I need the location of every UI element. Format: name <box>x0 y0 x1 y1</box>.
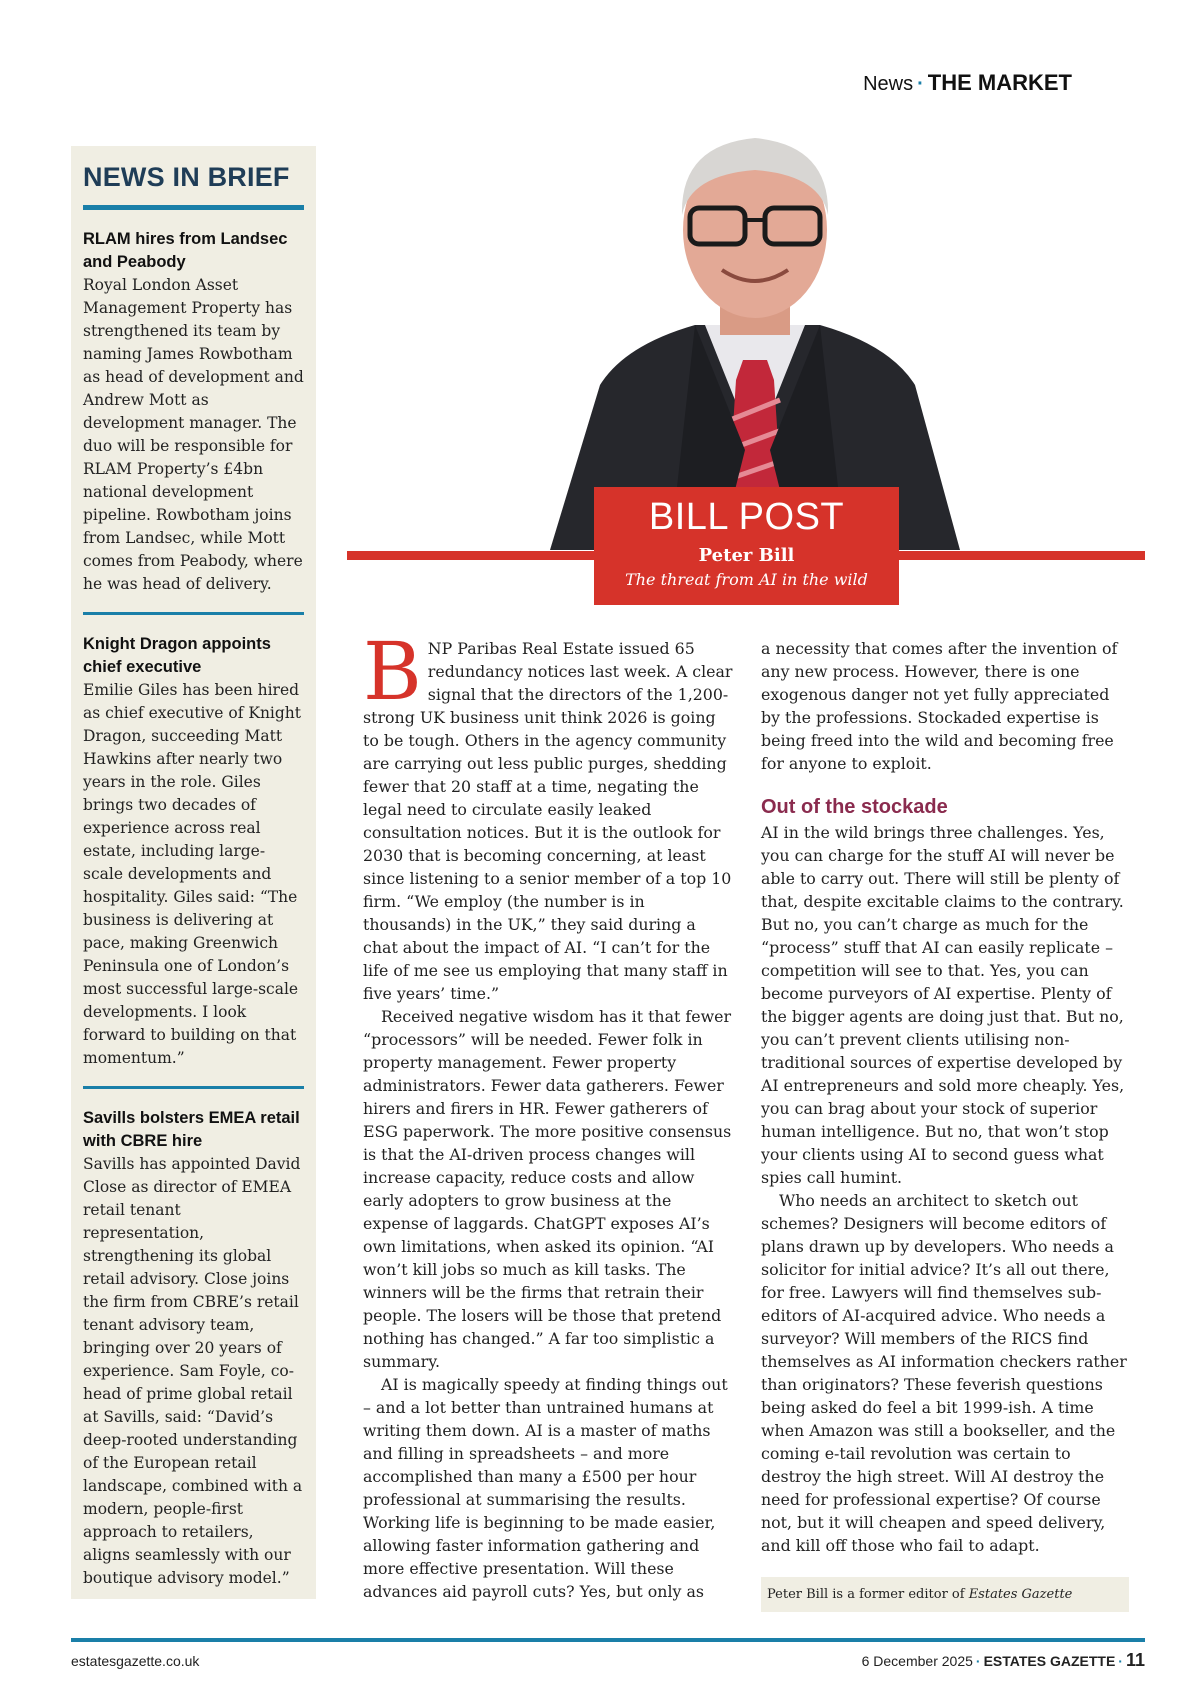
article-column-right <box>761 637 1131 1612</box>
sidebar-title: NEWS IN BRIEF <box>83 162 290 192</box>
news-in-brief-sidebar <box>71 146 316 1599</box>
sidebar-title-rule <box>83 205 304 210</box>
separator-dot: · <box>917 73 924 95</box>
brief-body: Emilie Giles has been hired as chief executive of Knight Dragon, succeeding Matt Hawkins after nearly two years in the role. Giles brings two decades of experience across real estate, including large-scale developments and hospitality. Giles said: “The business is delivering at pace, making Greenwich Peninsula one of London’s most successful large-scale developments. I look forward to building on that momentum.” <box>83 681 302 1067</box>
separator-dot: · <box>1118 1653 1123 1669</box>
brief-headline: Savills bolsters EMEA retail with CBRE hire <box>83 1109 300 1150</box>
author-bio <box>761 1577 1129 1612</box>
column-subtitle: The threat from AI in the wild <box>625 570 868 589</box>
article-paragraph: AI in the wild brings three challenges. Yes, you can charge for the stuff AI will never be able to carry out. There will still be plenty of that, despite excitable claims to the contrary. But no, you can’t charge as much for the “process” stuff that AI can easily replicate – competition will see to that. Yes, you can become purveyors of AI expertise. Plenty of the bigger agents are doing just that. But no, you can’t prevent clients utilising non-traditional sources of expertise developed by AI entrepreneurs and sold more cheaply. Yes, you can brag about your stock of superior human intelligence. But no, that won’t stop your clients using AI to second guess what spies call humint. <box>761 823 1125 1187</box>
article-paragraph-text: NP Paribas Real Estate issued 65 redundancy notices last week. A clear signal that the directors of the 1,200-strong UK business unit think 2026 is going to be tough. Others in the agency community are carrying out less public purges, shedding fewer that 20 staff at a time, negating the legal need to circulate easily leaked consultation notices. But it is the outlook for 2030 that is becoming concerning, at least since listening to a senior member of a top 10 firm. “We employ (the number is in thousands) in the UK,” they said during a chat about the impact of AI. “I can’t for the life of me see us employing that many staff in five years’ time.” <box>363 639 733 1003</box>
author-bio-text: Peter Bill is a former editor of <box>767 1587 969 1602</box>
footer-date: 6 December 2025 <box>861 1653 973 1669</box>
footer-folio <box>862 1650 1145 1671</box>
article-paragraph: AI is magically speedy at finding things out – and a lot better than untrained humans at writing them down. AI is a master of maths and filling in spreadsheets – and more accomplished than many a £500 per hour professional at summarising the results. Working life is beginning to be made easier, allowing faster information gathering and more effective presentation. Will these advances aid payroll cuts? Yes, but only as <box>363 1375 728 1601</box>
brief-item <box>83 633 304 1070</box>
column-author: Peter Bill <box>698 545 795 566</box>
article-paragraph: a necessity that comes after the invention of any new process. However, there is one exogenous danger not yet fully appreciated by the professions. Stockaded expertise is being freed into the wild and becoming free for anyone to exploit. <box>761 639 1118 773</box>
brief-item <box>83 1107 304 1590</box>
article-paragraph: Received negative wisdom has it that fewer “processors” will be needed. Fewer folk in property management. Fewer property administrators. Fewer data gatherers. Fewer hirers and firers in HR. Fewer gatherers of ESG paperwork. The more positive consensus is that the AI-driven process changes will increase capacity, reduce costs and allow early adopters to grow business at the expense of laggards. ChatGPT exposes AI’s own limitations, when asked its opinion. “AI won’t kill jobs so much as kill tasks. The winners will be the firms that retrain their people. The losers will be those that pretend nothing has changed.” A far too simplistic a summary. <box>363 1007 732 1371</box>
separator-dot: · <box>975 1653 981 1669</box>
column-name: BILL POST <box>648 496 845 538</box>
footer-website: estatesgazette.co.uk <box>71 1653 200 1669</box>
footer-publication: ESTATES GAZETTE <box>983 1653 1116 1669</box>
subsection-label: THE MARKET <box>927 70 1072 95</box>
footer-rule <box>71 1638 1145 1642</box>
brief-item <box>83 228 304 596</box>
page-number: 11 <box>1125 1650 1145 1670</box>
author-portrait <box>530 120 980 550</box>
brief-body: Savills has appointed David Close as director of EMEA retail tenant representation, strengthening its global retail advisory. Close joins the firm from CBRE’s retail tenant advisory team, bringing over 20 years of experience. Sam Foyle, co-head of prime global retail at Savills, said: “David’s deep-rooted understanding of the European retail landscape, combined with a modern, people-first approach to retailers, aligns seamlessly with our boutique advisory model.” <box>83 1155 303 1587</box>
brief-headline: Knight Dragon appoints chief executive <box>83 635 271 676</box>
brief-body: Royal London Asset Management Property has strengthened its team by naming James Rowbotham as head of development and Andrew Mott as development manager. The duo will be responsible for RLAM Property’s £4bn national development pipeline. Rowbotham joins from Landsec, while Mott comes from Peabody, where he was head of delivery. <box>83 276 304 593</box>
article-paragraph <box>363 625 733 1005</box>
drop-cap: B <box>363 625 422 718</box>
brief-divider <box>83 1086 304 1089</box>
section-label: News <box>863 73 914 95</box>
column-title-box <box>594 487 899 605</box>
brief-divider <box>83 612 304 615</box>
running-head <box>863 70 1072 96</box>
author-bio-publication: Estates Gazette <box>968 1587 1073 1602</box>
article-column-middle <box>363 625 733 1603</box>
article-subhead: Out of the stockade <box>761 796 948 818</box>
article-paragraph: Who needs an architect to sketch out schemes? Designers will become editors of plans drawn up by developers. Who needs a solicitor for initial advice? It’s all out there, for free. Lawyers will find themselves sub-editors of AI-acquired advice. Who needs a surveyor? Will members of the RICS find themselves as AI information checkers rather than originators? These feverish questions being asked do feel a bit 1999-ish. A time when Amazon was still a bookseller, and the coming e-tail revolution was certain to destroy the high street. Will AI destroy the need for professional expertise? Of course not, but it will cheapen and speed delivery, and kill off those who fail to adapt. <box>761 1191 1127 1555</box>
brief-headline: RLAM hires from Landsec and Peabody <box>83 230 288 271</box>
